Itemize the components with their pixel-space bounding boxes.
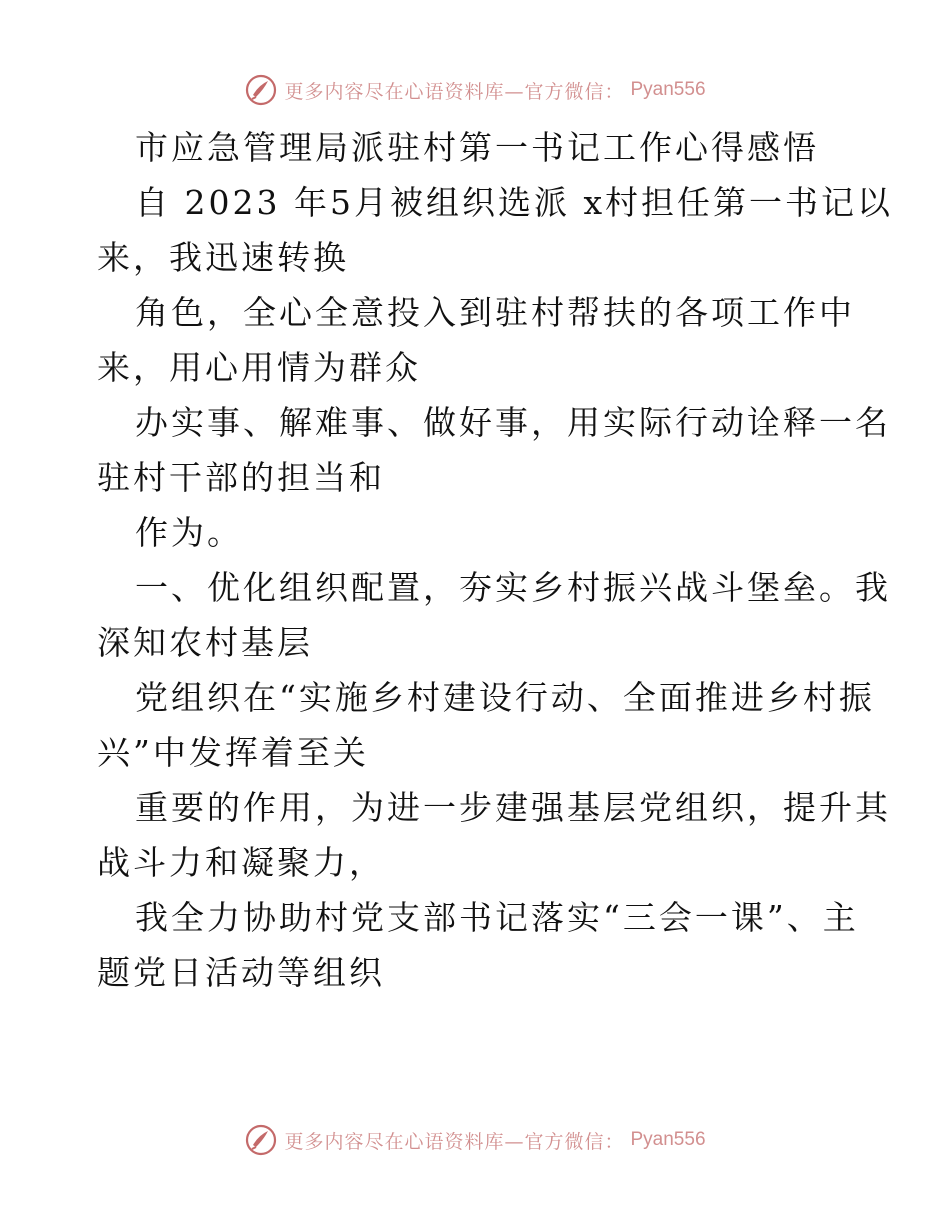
watermark-text: 更多内容尽在心语资料库—官方微信：: [284, 80, 625, 103]
footer-watermark: [0, 1120, 950, 1160]
text-line: 重要的作用，为进一步建强基层党组织，提升其: [135, 788, 891, 827]
header-watermark: [0, 70, 950, 110]
text-line: 来，我迅速转换: [97, 238, 349, 277]
text-line: 角色，全心全意投入到驻村帮扶的各项工作中: [135, 293, 855, 332]
section-heading-line: 一、优化组织配置，夯实乡村振兴战斗堡垒。我: [135, 568, 891, 607]
pen-logo-icon: [244, 1123, 278, 1157]
watermark-wechat-id: Pyan556: [630, 1129, 706, 1150]
text-line: 战斗力和凝聚力，: [97, 843, 385, 882]
text-line: 驻村干部的担当和: [97, 458, 385, 497]
watermark-wechat-id: Pyan556: [630, 79, 706, 100]
text-line: 办实事、解难事、做好事，用实际行动诠释一名: [135, 403, 891, 442]
text-line: 自 2023 年5月被组织选派 x村担任第一书记以: [135, 183, 894, 222]
document-title: 市应急管理局派驻村第一书记工作心得感悟: [135, 128, 819, 167]
text-line: 我全力协助村党支部书记落实“三会一课”、主: [135, 898, 859, 937]
text-line: 作为。: [135, 513, 243, 552]
text-line: 题党日活动等组织: [97, 953, 385, 992]
document-body: [97, 120, 894, 1000]
text-line: 兴”中发挥着至关: [97, 733, 369, 772]
text-line: 深知农村基层: [97, 623, 313, 662]
watermark-text: 更多内容尽在心语资料库—官方微信：: [284, 1130, 625, 1153]
text-line: 党组织在“实施乡村建设行动、全面推进乡村振: [135, 678, 875, 717]
text-line: 来，用心用情为群众: [97, 348, 421, 387]
pen-logo-icon: [244, 73, 278, 107]
